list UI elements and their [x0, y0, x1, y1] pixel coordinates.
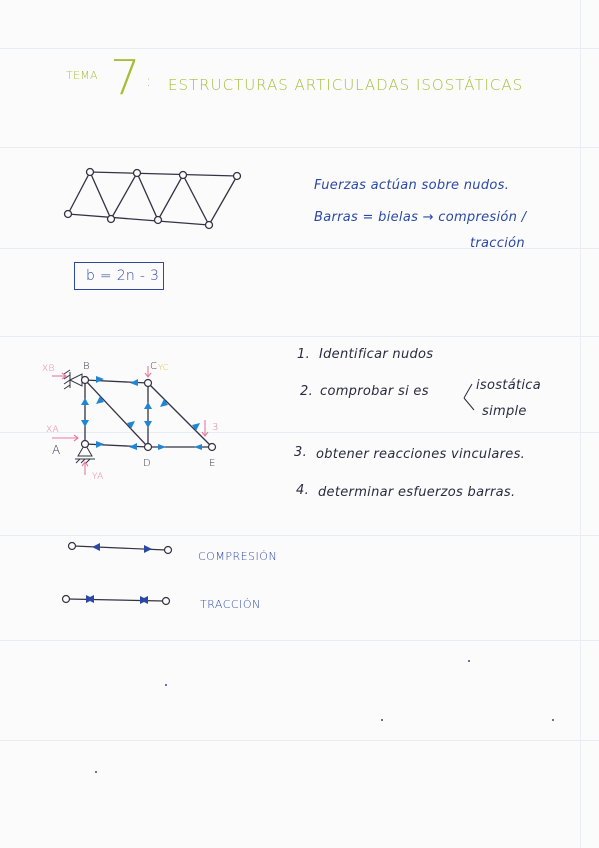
legend-traction-label: TRACCIÓN — [200, 598, 261, 611]
label-xb: XB — [42, 364, 55, 374]
step-4-num: 4. — [296, 483, 310, 498]
label-c: C — [150, 361, 158, 372]
note-barras: Barras = bielas → compresión / — [314, 210, 527, 225]
label-load: 3 — [212, 422, 219, 433]
step-1-num: 1. — [297, 347, 311, 362]
ink-dot — [468, 660, 470, 662]
note-fuerzas: Fuerzas actúan sobre nudos. — [314, 178, 510, 193]
note-traccion: tracción — [470, 236, 525, 251]
tema-colon: : — [146, 72, 153, 90]
step-3-num: 3. — [294, 445, 308, 460]
step-2-branch-top: isostática — [476, 378, 541, 393]
label-yc: YC — [158, 363, 169, 372]
step-4-text: determinar esfuerzos barras. — [318, 485, 516, 500]
label-ya: YA — [92, 472, 104, 482]
page-title: ESTRUCTURAS ARTICULADAS ISOSTÁTICAS — [168, 76, 524, 94]
label-b: B — [83, 361, 90, 372]
label-d: D — [143, 458, 152, 469]
label-e: E — [209, 458, 216, 469]
tema-label: TEMA — [66, 69, 98, 82]
step-2-branch-bottom: simple — [482, 404, 527, 419]
legend-compression-label: COMPRESIÓN — [198, 550, 278, 563]
formula-text: b = 2n - 3 — [86, 268, 160, 284]
tema-number: 7 — [110, 50, 141, 106]
step-2-num: 2. — [300, 384, 314, 399]
ink-dot — [381, 719, 383, 721]
step-1-text: Identificar nudos — [319, 347, 434, 362]
step-3-text: obtener reacciones vinculares. — [316, 447, 526, 462]
ink-dot — [95, 771, 97, 773]
step-2-text: comprobar si es — [320, 384, 429, 399]
label-xa: XA — [46, 425, 59, 435]
label-a: A — [52, 443, 61, 457]
ink-dot — [165, 684, 167, 686]
ink-dot — [552, 719, 554, 721]
